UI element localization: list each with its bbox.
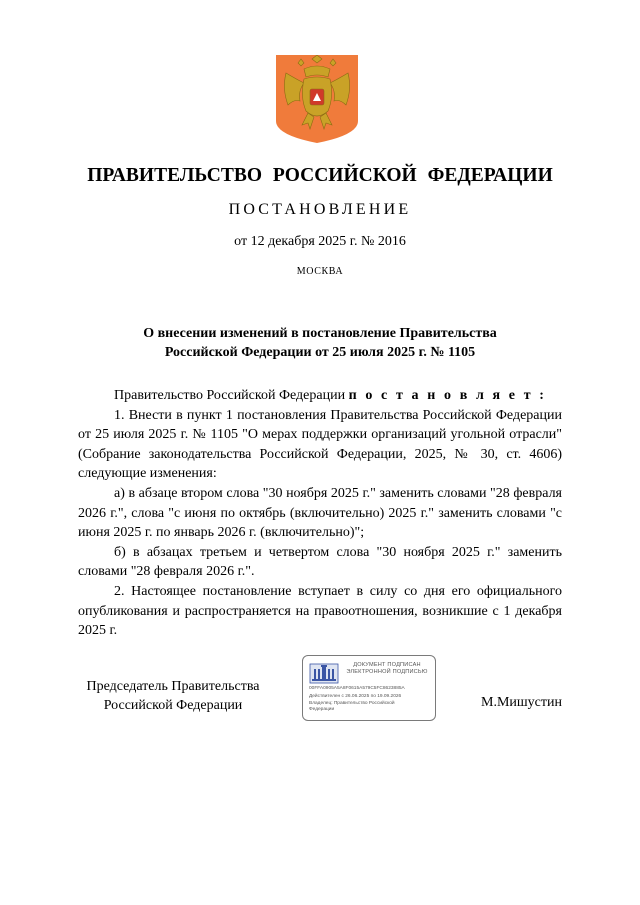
signatory-position: [78, 677, 268, 715]
document-subject: [0, 324, 640, 362]
paragraph-1: 1. Внести в пункт 1 постановления Правительства Российской Федерации от 25 июля 2025 г. № 1105 "О мерах поддержки организаций угольной отрасли" (Собрание законодательства Российской Федерации, 2025, № 30, ст. 4606) следующие изменения:: [78, 407, 562, 482]
certificate-owner-line-2: Федерации: [309, 707, 335, 712]
subject-line-1: О внесении изменений в постановление Правительства: [143, 326, 497, 341]
intro-text: Правительство Российской Федерации: [114, 388, 346, 403]
paragraph-1b: б) в абзацах третьем и четвертом слова "30 ноября 2025 г." заменить словами "28 февраля 2026 г.".: [78, 544, 562, 580]
certificate-owner-line-1: Владелец: Правительство Российской: [309, 701, 395, 706]
stamp-title-line-2: ЭЛЕКТРОННОЙ ПОДПИСЬЮ: [346, 669, 428, 675]
stamp-title-line-1: ДОКУМЕНТ ПОДПИСАН: [353, 662, 421, 668]
paragraph-2: 2. Настоящее постановление вступает в силу со дня его официального опубликования и распространяется на правоотношения, возникшие с 1 декабря 2025 г.: [78, 583, 562, 639]
position-line-1: Председатель Правительства: [86, 679, 260, 694]
paragraph-1a: а) в абзаце втором слова "30 ноября 2025 г." заменить словами "28 февраля 2026 г.", слова "с июня по октябрь (включительно) 2025 г." заменить словами "с июня 2025 г. по январь 2026 г. (включительно)";: [78, 485, 562, 541]
subject-line-2: Российской Федерации от 25 июля 2025 г. № 1105: [164, 345, 476, 360]
certificate-number: 00FFA0905A5A8F0615A579C5FC8623885A: [309, 686, 405, 691]
intro-paragraph: [78, 386, 562, 406]
government-building-icon: [309, 661, 339, 685]
electronic-signature-stamp: [302, 655, 436, 721]
signatory-name: М.Мишустин: [481, 695, 562, 710]
document-city: МОСКВА: [296, 266, 344, 277]
intro-verb: п о с т а н о в л я е т :: [348, 388, 547, 403]
stamp-title: [341, 662, 433, 676]
document-body: [78, 386, 562, 641]
government-title: ПРАВИТЕЛЬСТВО РОССИЙСКОЙ ФЕДЕРАЦИИ: [87, 165, 553, 186]
certificate-validity: Действителен с 26.06.2025 по 19.09.2026: [309, 694, 402, 699]
position-line-2: Российской Федерации: [103, 698, 243, 713]
document-date-number: от 12 декабря 2025 г. № 2016: [234, 234, 406, 249]
document-type: ПОСТАНОВЛЕНИЕ: [228, 201, 412, 218]
coat-of-arms-emblem: [276, 55, 358, 143]
